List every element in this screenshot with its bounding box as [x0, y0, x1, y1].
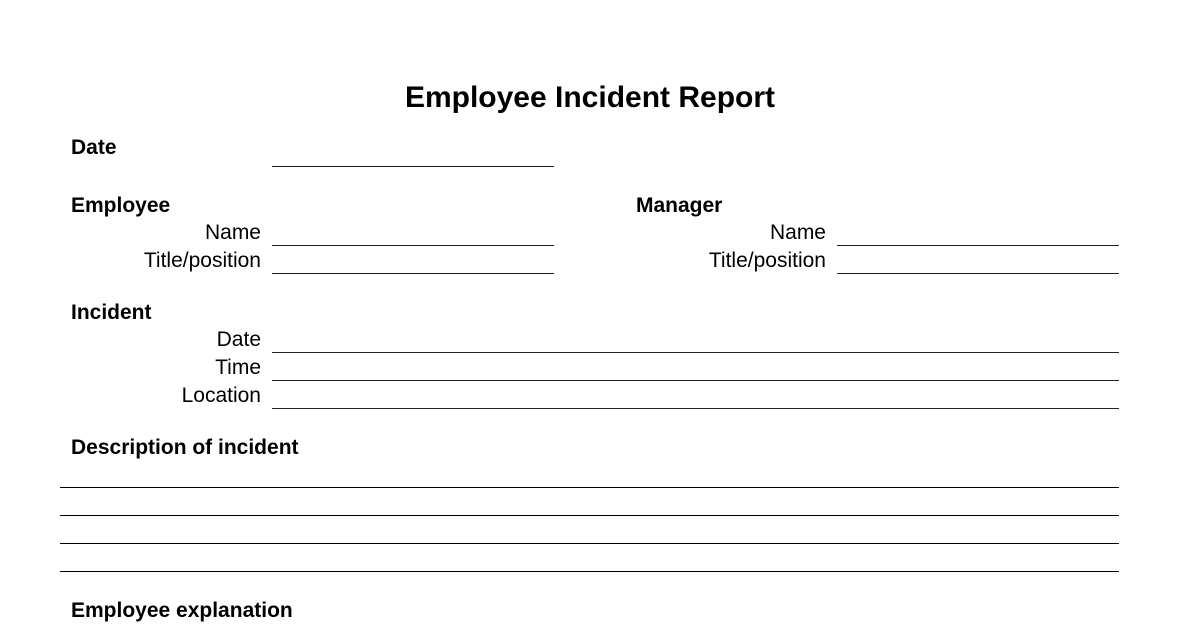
employee-name-label: Name [204, 221, 261, 244]
description-line[interactable] [60, 543, 1119, 544]
employee-heading: Employee [71, 194, 171, 217]
manager-name-field[interactable] [837, 245, 1119, 246]
date-heading: Date [71, 136, 117, 159]
description-line[interactable] [60, 487, 1119, 488]
manager-title-field[interactable] [837, 273, 1119, 274]
manager-title-label: Title/position [708, 249, 826, 272]
description-heading: Description of incident [71, 436, 299, 459]
incident-date-label: Date [216, 328, 261, 351]
explanation-heading: Employee explanation [71, 599, 293, 622]
incident-time-field[interactable] [272, 380, 1119, 381]
page-title: Employee Incident Report [404, 81, 776, 114]
employee-title-label: Title/position [143, 249, 261, 272]
manager-name-label: Name [769, 221, 826, 244]
incident-location-label: Location [181, 384, 261, 407]
description-line[interactable] [60, 571, 1119, 572]
incident-location-field[interactable] [272, 408, 1119, 409]
employee-title-field[interactable] [272, 273, 554, 274]
date-field[interactable] [272, 166, 554, 167]
incident-date-field[interactable] [272, 352, 1119, 353]
incident-heading: Incident [71, 301, 152, 324]
description-line[interactable] [60, 515, 1119, 516]
manager-heading: Manager [636, 194, 723, 217]
employee-name-field[interactable] [272, 245, 554, 246]
incident-time-label: Time [215, 356, 261, 379]
